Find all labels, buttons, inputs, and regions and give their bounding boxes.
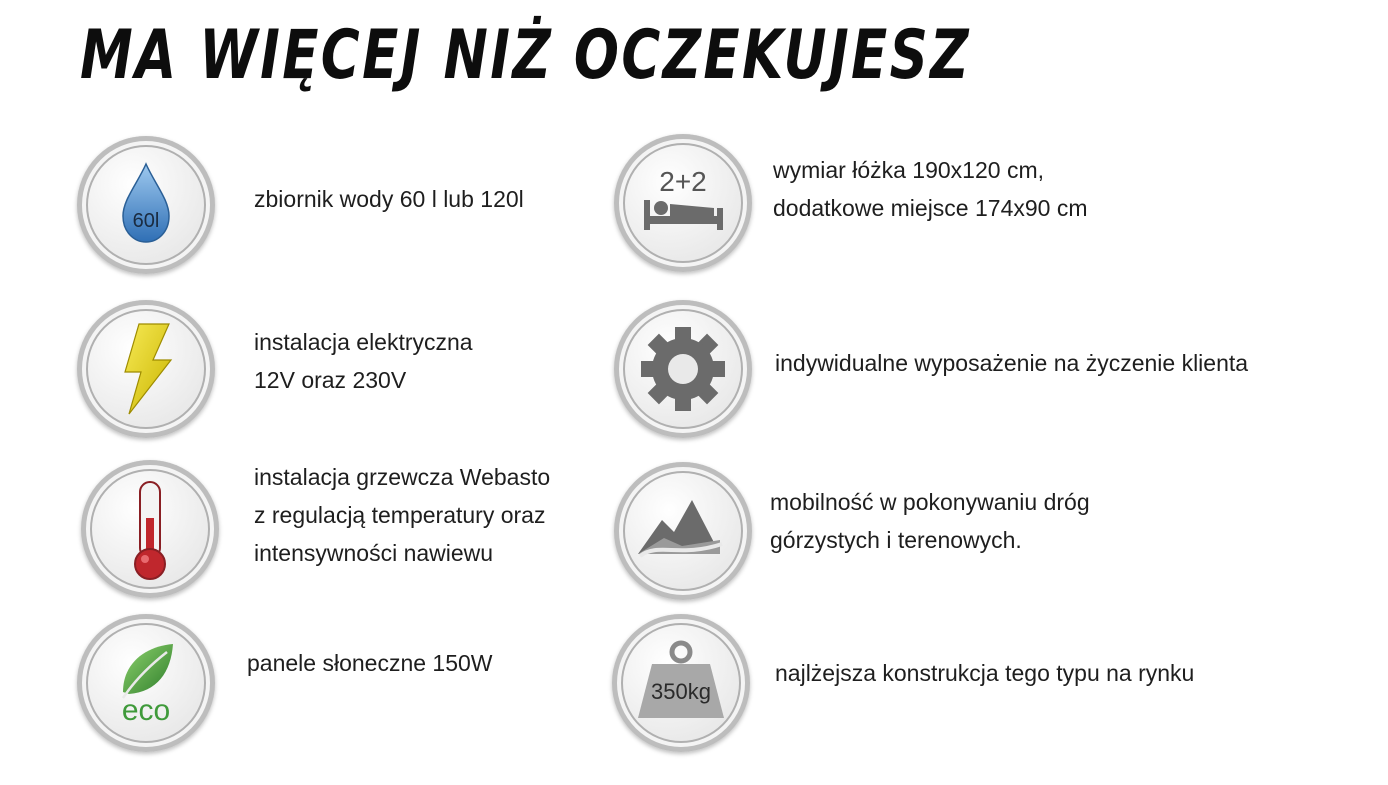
- water-icon-label: 60l: [132, 210, 160, 232]
- water-line-1: zbiornik wody 60 l lub 120l: [254, 186, 524, 212]
- eco-leaf-icon: [77, 614, 215, 752]
- mountain-line-2: górzystych i terenowych.: [770, 527, 1022, 553]
- gear-icon: [614, 300, 752, 438]
- gear-text: [775, 344, 1248, 382]
- electric-line-2: 12V oraz 230V: [254, 367, 407, 393]
- bed-line-1: wymiar łóżka 190x120 cm,: [773, 157, 1044, 183]
- bed-line-2: dodatkowe miejsce 174x90 cm: [773, 195, 1088, 221]
- electric-text: [254, 323, 473, 399]
- page-title: MA WIĘCEJ NIŻ OCZEKUJESZ: [80, 16, 971, 95]
- gear-badge: [614, 300, 752, 438]
- heating-line-2: z regulacją temperatury oraz: [254, 502, 546, 528]
- water-badge: [77, 136, 215, 274]
- bed-badge: [614, 134, 752, 272]
- lightning-bolt-icon: [77, 300, 215, 438]
- electric-badge: [77, 300, 215, 438]
- weight-badge: [612, 614, 750, 752]
- solar-text: [247, 644, 493, 682]
- mountain-text: [770, 483, 1090, 559]
- eco-icon-label: eco: [121, 694, 171, 727]
- solar-line-1: panele słoneczne 150W: [247, 650, 493, 676]
- heating-badge: [81, 460, 219, 598]
- weight-icon: [612, 614, 750, 752]
- bed-icon: [614, 134, 752, 272]
- weight-text: [775, 654, 1194, 692]
- bed-icon-label: 2+2: [659, 166, 707, 197]
- heating-line-3: intensywności nawiewu: [254, 540, 494, 566]
- water-drop-icon: [77, 136, 215, 274]
- mountain-badge: [614, 462, 752, 600]
- heating-line-1: instalacja grzewcza Webasto: [254, 464, 551, 490]
- eco-badge: [77, 614, 215, 752]
- bed-text: [773, 151, 1088, 227]
- mountain-line-1: mobilność w pokonywaniu dróg: [770, 489, 1090, 515]
- electric-line-1: instalacja elektryczna: [254, 329, 473, 355]
- gear-line-1: indywidualne wyposażenie na życzenie klienta: [775, 350, 1249, 376]
- thermometer-icon: [81, 460, 219, 598]
- water-text: [254, 180, 524, 218]
- weight-icon-label: 350kg: [651, 679, 711, 704]
- weight-line-1: najlżejsza konstrukcja tego typu na rynku: [775, 660, 1195, 686]
- heating-text: [254, 458, 550, 572]
- mountain-icon: [614, 462, 752, 600]
